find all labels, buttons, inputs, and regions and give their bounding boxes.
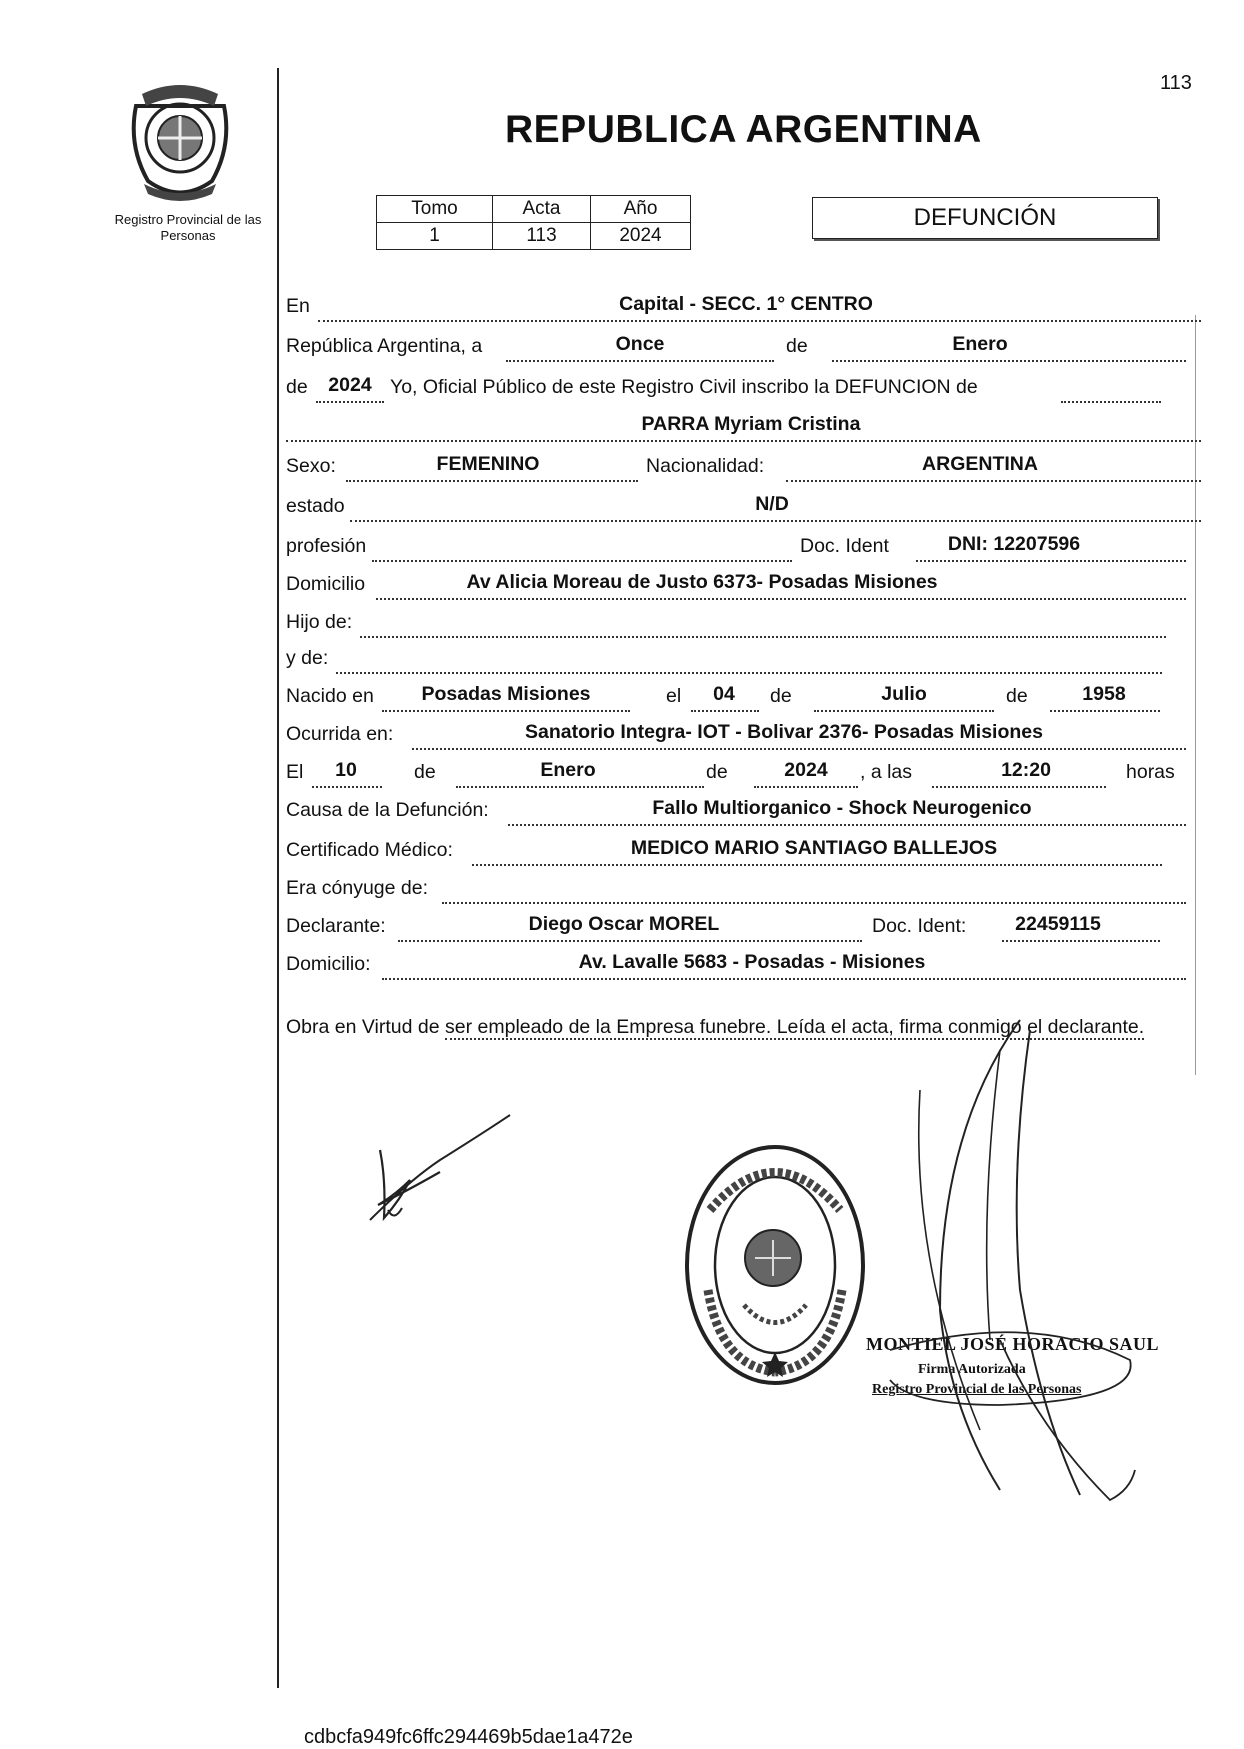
death-year-value: 2024 xyxy=(784,759,828,781)
death-place-dots xyxy=(412,748,1186,750)
tomo-value: 1 xyxy=(377,223,493,250)
reference-table xyxy=(376,195,691,250)
cause-dots xyxy=(508,824,1186,826)
yde-dots xyxy=(336,672,1162,674)
doc-dots xyxy=(916,560,1186,562)
doc-value: DNI: 12207596 xyxy=(947,533,1081,555)
sex-value: FEMENINO xyxy=(436,453,540,475)
tomo-header: Tomo xyxy=(377,196,493,223)
deceased-name: PARRA Myriam Cristina xyxy=(641,413,861,435)
estado-label: estado xyxy=(286,495,345,517)
declarant-signature-icon xyxy=(350,1110,520,1230)
declarant-doc-dots xyxy=(1002,940,1160,942)
official-name: MONTIEL JOSÉ HORACIO SAUL xyxy=(866,1334,1160,1354)
month-dots xyxy=(832,360,1186,362)
de-label-5: de xyxy=(414,761,436,783)
official-role: Firma Autorizada xyxy=(918,1362,1026,1377)
row-profession-doc xyxy=(286,530,1201,564)
row-birth xyxy=(286,680,1201,714)
obra-prefix: Obra en Virtud de xyxy=(286,1016,440,1038)
estado-value: N/D xyxy=(755,493,789,515)
official-registry: Registro Provincial de las Personas xyxy=(872,1382,1082,1397)
horas-label: horas xyxy=(1126,761,1175,783)
left-margin-line xyxy=(277,68,279,1688)
certificate-dots xyxy=(472,864,1162,866)
nationality-value: ARGENTINA xyxy=(922,453,1038,475)
provincial-seal-icon xyxy=(118,76,242,206)
document-hash: cdbcfa949fc6ffc294469b5dae1a472e xyxy=(304,1726,633,1748)
republic-label: República Argentina, a xyxy=(286,335,483,357)
reference-value-row xyxy=(377,223,691,250)
inscribe-dots xyxy=(1061,401,1161,403)
birth-day-dots xyxy=(691,710,759,712)
death-year-dots xyxy=(754,786,858,788)
nacido-label: Nacido en xyxy=(286,685,374,707)
certificate-value: MEDICO MARIO SANTIAGO BALLEJOS xyxy=(630,837,998,859)
birth-month-dots xyxy=(814,710,994,712)
birth-day-value: 04 xyxy=(713,683,735,705)
row-spouse xyxy=(286,872,1201,906)
acta-value: 113 xyxy=(493,223,591,250)
row-date xyxy=(286,330,1201,364)
day-value: Once xyxy=(615,333,665,355)
row-sex-nationality xyxy=(286,450,1201,484)
hijo-label: Hijo de: xyxy=(286,611,353,633)
de-label-2: de xyxy=(286,376,308,398)
row-estado xyxy=(286,490,1201,524)
nationality-label: Nacionalidad: xyxy=(646,455,765,477)
yde-label: y de: xyxy=(286,647,329,669)
row-death-place xyxy=(286,718,1201,752)
anio-value: 2024 xyxy=(591,223,691,250)
month-value: Enero xyxy=(952,333,1008,355)
profesion-dots xyxy=(372,560,792,562)
page-number: 113 xyxy=(1160,72,1192,94)
certificado-label: Certificado Médico: xyxy=(286,839,453,861)
reference-header-row xyxy=(377,196,691,223)
declarant-address-dots xyxy=(382,978,1186,980)
death-month-dots xyxy=(456,786,704,788)
de-label-1: de xyxy=(786,335,808,357)
row-certificate xyxy=(286,834,1201,868)
ocurrida-label: Ocurrida en: xyxy=(286,723,394,745)
estado-dots xyxy=(350,520,1201,522)
birth-year-dots xyxy=(1050,710,1160,712)
year-value: 2024 xyxy=(328,374,372,396)
death-day-value: 10 xyxy=(335,759,357,781)
declarant-value: Diego Oscar MOREL xyxy=(528,913,720,935)
official-stamp-icon xyxy=(680,1140,870,1390)
act-type-label: DEFUNCIÓN xyxy=(913,204,1057,231)
el-label: el xyxy=(666,685,682,707)
year-dots xyxy=(316,401,384,403)
act-type-box xyxy=(812,197,1158,239)
death-day-dots xyxy=(312,786,382,788)
place-dots xyxy=(318,320,1201,322)
doc-label: Doc. Ident xyxy=(800,535,889,557)
birth-place-dots xyxy=(382,710,630,712)
alas-label: , a las xyxy=(860,761,913,783)
row-declarant xyxy=(286,910,1201,944)
birth-place-value: Posadas Misiones xyxy=(421,683,591,705)
day-dots xyxy=(506,360,774,362)
row-cause xyxy=(286,794,1201,828)
birth-month-value: Julio xyxy=(881,683,927,705)
doc-ident-label: Doc. Ident: xyxy=(872,915,967,937)
declarant-doc-value: 22459115 xyxy=(1015,913,1101,935)
row-y-de xyxy=(286,642,1201,676)
row-inscription xyxy=(286,371,1201,405)
de-label-4: de xyxy=(1006,685,1028,707)
place-value: Capital - SECC. 1° CENTRO xyxy=(619,293,873,315)
death-month-value: Enero xyxy=(540,759,596,781)
row-hijo-de xyxy=(286,606,1201,640)
sex-dots xyxy=(346,480,638,482)
acta-header: Acta xyxy=(493,196,591,223)
death-place-value: Sanatorio Integra- IOT - Bolivar 2376- Posadas Misiones xyxy=(525,721,1043,743)
el-cap-label: El xyxy=(286,761,304,783)
page-title: REPUBLICA ARGENTINA xyxy=(505,108,982,151)
domicilio2-label: Domicilio: xyxy=(286,953,371,975)
sex-label: Sexo: xyxy=(286,455,336,477)
domicilio-value: Av Alicia Moreau de Justo 6373- Posadas Misiones xyxy=(466,571,938,593)
anio-header: Año xyxy=(591,196,691,223)
registry-caption: Registro Provincial de las Personas xyxy=(114,212,262,243)
row-death-date xyxy=(286,756,1201,790)
birth-year-value: 1958 xyxy=(1082,683,1126,705)
nationality-dots xyxy=(786,480,1201,482)
name-dots xyxy=(286,440,1201,442)
spouse-dots xyxy=(442,902,1186,904)
row-place xyxy=(286,290,1201,324)
hijo-dots xyxy=(360,636,1166,638)
death-time-dots xyxy=(932,786,1106,788)
death-time-value: 12:20 xyxy=(1001,759,1051,781)
row-declarant-address xyxy=(286,948,1201,982)
en-label: En xyxy=(286,295,310,317)
cause-value: Fallo Multiorganico - Shock Neurogenico xyxy=(652,797,1032,819)
obra-text: ser empleado de la Empresa funebre. Leída el acta, firma conmigo el declarante. xyxy=(445,1016,1145,1038)
conyuge-label: Era cónyuge de: xyxy=(286,877,429,899)
declarante-label: Declarante: xyxy=(286,915,386,937)
domicilio-label: Domicilio xyxy=(286,573,366,595)
row-deceased-name xyxy=(286,410,1201,444)
inscribe-text: Yo, Oficial Público de este Registro Civil inscribo la DEFUNCION de xyxy=(390,376,978,398)
de-label-6: de xyxy=(706,761,728,783)
declarant-dots xyxy=(398,940,862,942)
causa-label: Causa de la Defunción: xyxy=(286,799,489,821)
de-label-3: de xyxy=(770,685,792,707)
row-domicile xyxy=(286,568,1201,602)
declarant-address-value: Av. Lavalle 5683 - Posadas - Misiones xyxy=(578,951,926,973)
domicilio-dots xyxy=(376,598,1186,600)
profesion-label: profesión xyxy=(286,535,367,557)
official-signature-icon xyxy=(880,1010,1160,1510)
